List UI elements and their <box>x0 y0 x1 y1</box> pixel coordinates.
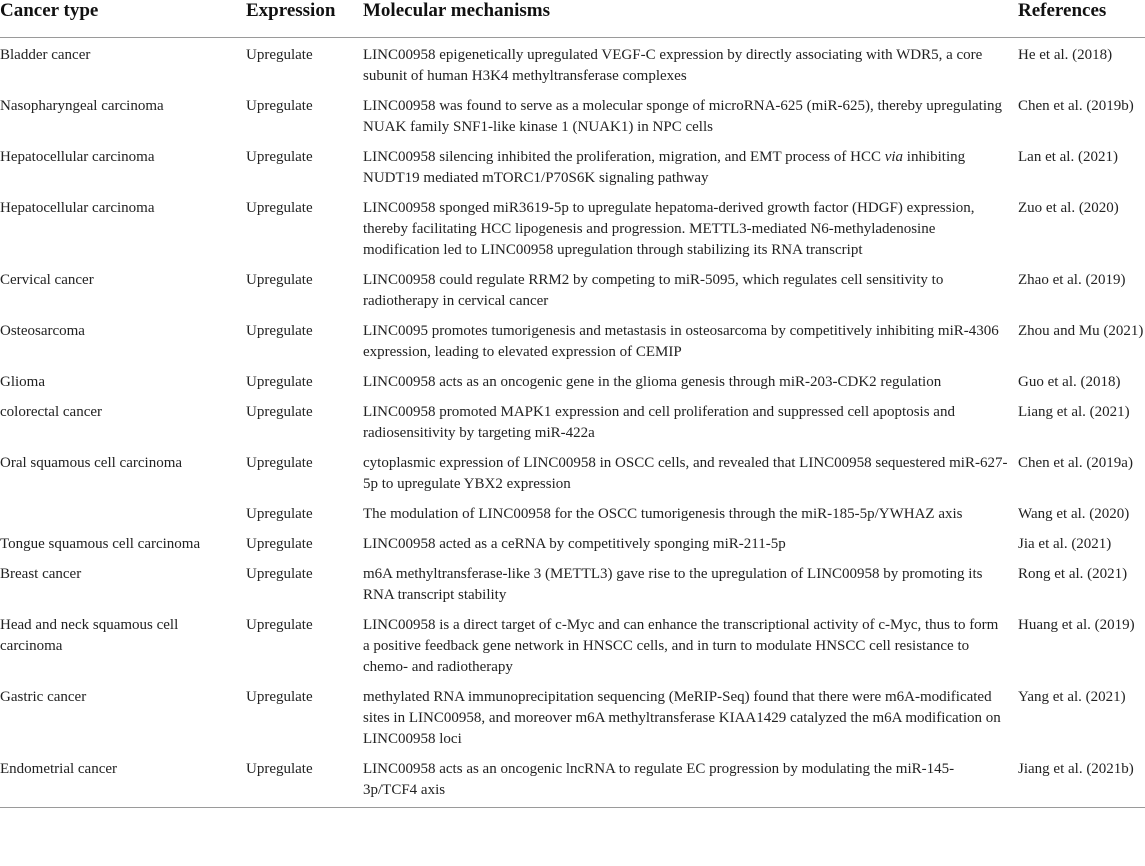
cancer-type-cell: Hepatocellular carcinoma <box>0 149 155 165</box>
mechanism-cell: LINC00958 epigenetically upregulated VEGF-C expression by directly associating with WDR5, a core subunit of human H3K4 methyltransferase complexes <box>363 47 983 84</box>
reference-cell: Yang et al. (2021) <box>1018 689 1126 705</box>
reference-cell: Chen et al. (2019b) <box>1018 98 1134 114</box>
mechanism-cell: LINC00958 promoted MAPK1 expression and cell proliferation and suppressed cell apoptosis and radiosensitivity by targeting miR-422a <box>363 404 955 441</box>
reference-cell: Zuo et al. (2020) <box>1018 200 1119 216</box>
table-row <box>0 497 1145 527</box>
table-body <box>0 38 1145 808</box>
mechanism-cell: LINC00958 could regulate RRM2 by competing to miR-5095, which regulates cell sensitivity to radiotherapy in cervical cancer <box>363 272 944 309</box>
table-row <box>0 608 1145 680</box>
expression-cell: Upregulate <box>246 149 313 165</box>
mechanism-cell: LINC00958 acted as a ceRNA by competitively sponging miR-211-5p <box>363 536 786 552</box>
mechanism-cell: LINC00958 silencing inhibited the proliferation, migration, and EMT process of HCC via inhibiting NUDT19 mediated mTORC1/P70S6K signaling pathway <box>363 149 966 186</box>
header-expression: Expression <box>246 0 363 38</box>
cancer-type-cell: Osteosarcoma <box>0 323 85 339</box>
expression-cell: Upregulate <box>246 617 313 633</box>
table-row <box>0 314 1145 365</box>
table-row <box>0 191 1145 263</box>
header-references: References <box>1018 0 1145 38</box>
expression-cell: Upregulate <box>246 323 313 339</box>
table-row <box>0 395 1145 446</box>
cancer-type-cell <box>0 497 246 527</box>
mechanism-cell: The modulation of LINC00958 for the OSCC tumorigenesis through the miR-185-5p/YWHAZ axis <box>363 506 963 522</box>
table-row <box>0 446 1145 497</box>
mechanism-cell: m6A methyltransferase-like 3 (METTL3) gave rise to the upregulation of LINC00958 by promoting its RNA transcript stability <box>363 566 983 603</box>
expression-cell: Upregulate <box>246 566 313 582</box>
table-row <box>0 365 1145 395</box>
reference-cell: He et al. (2018) <box>1018 47 1113 63</box>
header-row <box>0 0 1145 38</box>
reference-cell: Liang et al. (2021) <box>1018 404 1130 420</box>
cancer-type-cell: Gastric cancer <box>0 689 87 705</box>
table-row <box>0 527 1145 557</box>
table-row <box>0 680 1145 752</box>
reference-cell: Lan et al. (2021) <box>1018 149 1118 165</box>
mechanism-cell: LINC00958 is a direct target of c-Myc and can enhance the transcriptional activity of c-Myc, thus to form a positive feedback gene network in HNSCC cells, and in turn to modulate HNSCC cell resistance to chemo- and radiotherapy <box>363 617 999 675</box>
cancer-type-cell: Tongue squamous cell carcinoma <box>0 536 201 552</box>
table-row <box>0 140 1145 191</box>
mechanism-cell: methylated RNA immunoprecipitation sequencing (MeRIP-Seq) found that there were m6A-modificated sites in LINC00958, and moreover m6A methyltransferase KIAA1429 catalyzed the m6A modification on LINC00958 loci <box>363 689 1001 747</box>
expression-cell: Upregulate <box>246 272 313 288</box>
cancer-type-cell: Cervical cancer <box>0 272 94 288</box>
expression-cell: Upregulate <box>246 374 313 390</box>
mechanism-cell: LINC0095 promotes tumorigenesis and metastasis in osteosarcoma by competitively inhibiting miR-4306 expression, leading to elevated expression of CEMIP <box>363 323 999 360</box>
reference-cell: Zhou and Mu (2021) <box>1018 323 1144 339</box>
reference-cell: Huang et al. (2019) <box>1018 617 1135 633</box>
cancer-type-cell: Oral squamous cell carcinoma <box>0 455 183 471</box>
expression-cell: Upregulate <box>246 47 313 63</box>
reference-cell: Jiang et al. (2021b) <box>1018 752 1145 808</box>
reference-cell: Rong et al. (2021) <box>1018 566 1128 582</box>
cancer-type-cell: Hepatocellular carcinoma <box>0 200 155 216</box>
mechanism-cell: LINC00958 was found to serve as a molecular sponge of microRNA-625 (miR-625), thereby upregulating NUAK family SNF1-like kinase 1 (NUAK1) in NPC cells <box>363 98 1003 135</box>
header-molecular-mechanisms: Molecular mechanisms <box>363 0 1018 38</box>
cancer-type-cell: Glioma <box>0 374 45 390</box>
mechanism-cell: LINC00958 acts as an oncogenic lncRNA to regulate EC progression by modulating the miR-145-3p/TCF4 axis <box>363 752 1018 808</box>
reference-cell: Jia et al. (2021) <box>1018 536 1112 552</box>
expression-cell: Upregulate <box>246 404 313 420</box>
expression-cell: Upregulate <box>246 200 313 216</box>
table-row <box>0 263 1145 314</box>
reference-cell: Zhao et al. (2019) <box>1018 272 1126 288</box>
reference-cell: Wang et al. (2020) <box>1018 506 1130 522</box>
table-row <box>0 38 1145 90</box>
cancer-type-cell: Endometrial cancer <box>0 752 246 808</box>
cancer-type-cell: colorectal cancer <box>0 404 103 420</box>
table-row <box>0 89 1145 140</box>
cancer-type-cell: Head and neck squamous cell carcinoma <box>0 617 179 654</box>
expression-cell: Upregulate <box>246 98 313 114</box>
header-cancer-type: Cancer type <box>0 0 246 38</box>
reference-cell: Guo et al. (2018) <box>1018 374 1121 390</box>
cancer-type-cell: Breast cancer <box>0 566 82 582</box>
expression-cell: Upregulate <box>246 506 313 522</box>
cancer-type-cell: Nasopharyngeal carcinoma <box>0 98 164 114</box>
mechanism-cell: LINC00958 sponged miR3619-5p to upregulate hepatoma-derived growth factor (HDGF) expression, thereby facilitating HCC lipogenesis and progression. METTL3-mediated N6-methyladenosine modification led to LINC00958 upregulation through stabilizing its RNA transcript <box>363 200 975 258</box>
cancer-type-cell: Bladder cancer <box>0 47 91 63</box>
expression-cell: Upregulate <box>246 752 363 808</box>
table-row <box>0 752 1145 808</box>
table-row <box>0 557 1145 608</box>
expression-cell: Upregulate <box>246 455 313 471</box>
expression-cell: Upregulate <box>246 536 313 552</box>
reference-cell: Chen et al. (2019a) <box>1018 455 1133 471</box>
mechanism-cell: cytoplasmic expression of LINC00958 in OSCC cells, and revealed that LINC00958 sequestered miR-627-5p to upregulate YBX2 expression <box>363 455 1008 492</box>
expression-cell: Upregulate <box>246 689 313 705</box>
mechanism-cell: LINC00958 acts as an oncogenic gene in the glioma genesis through miR-203-CDK2 regulation <box>363 374 942 390</box>
